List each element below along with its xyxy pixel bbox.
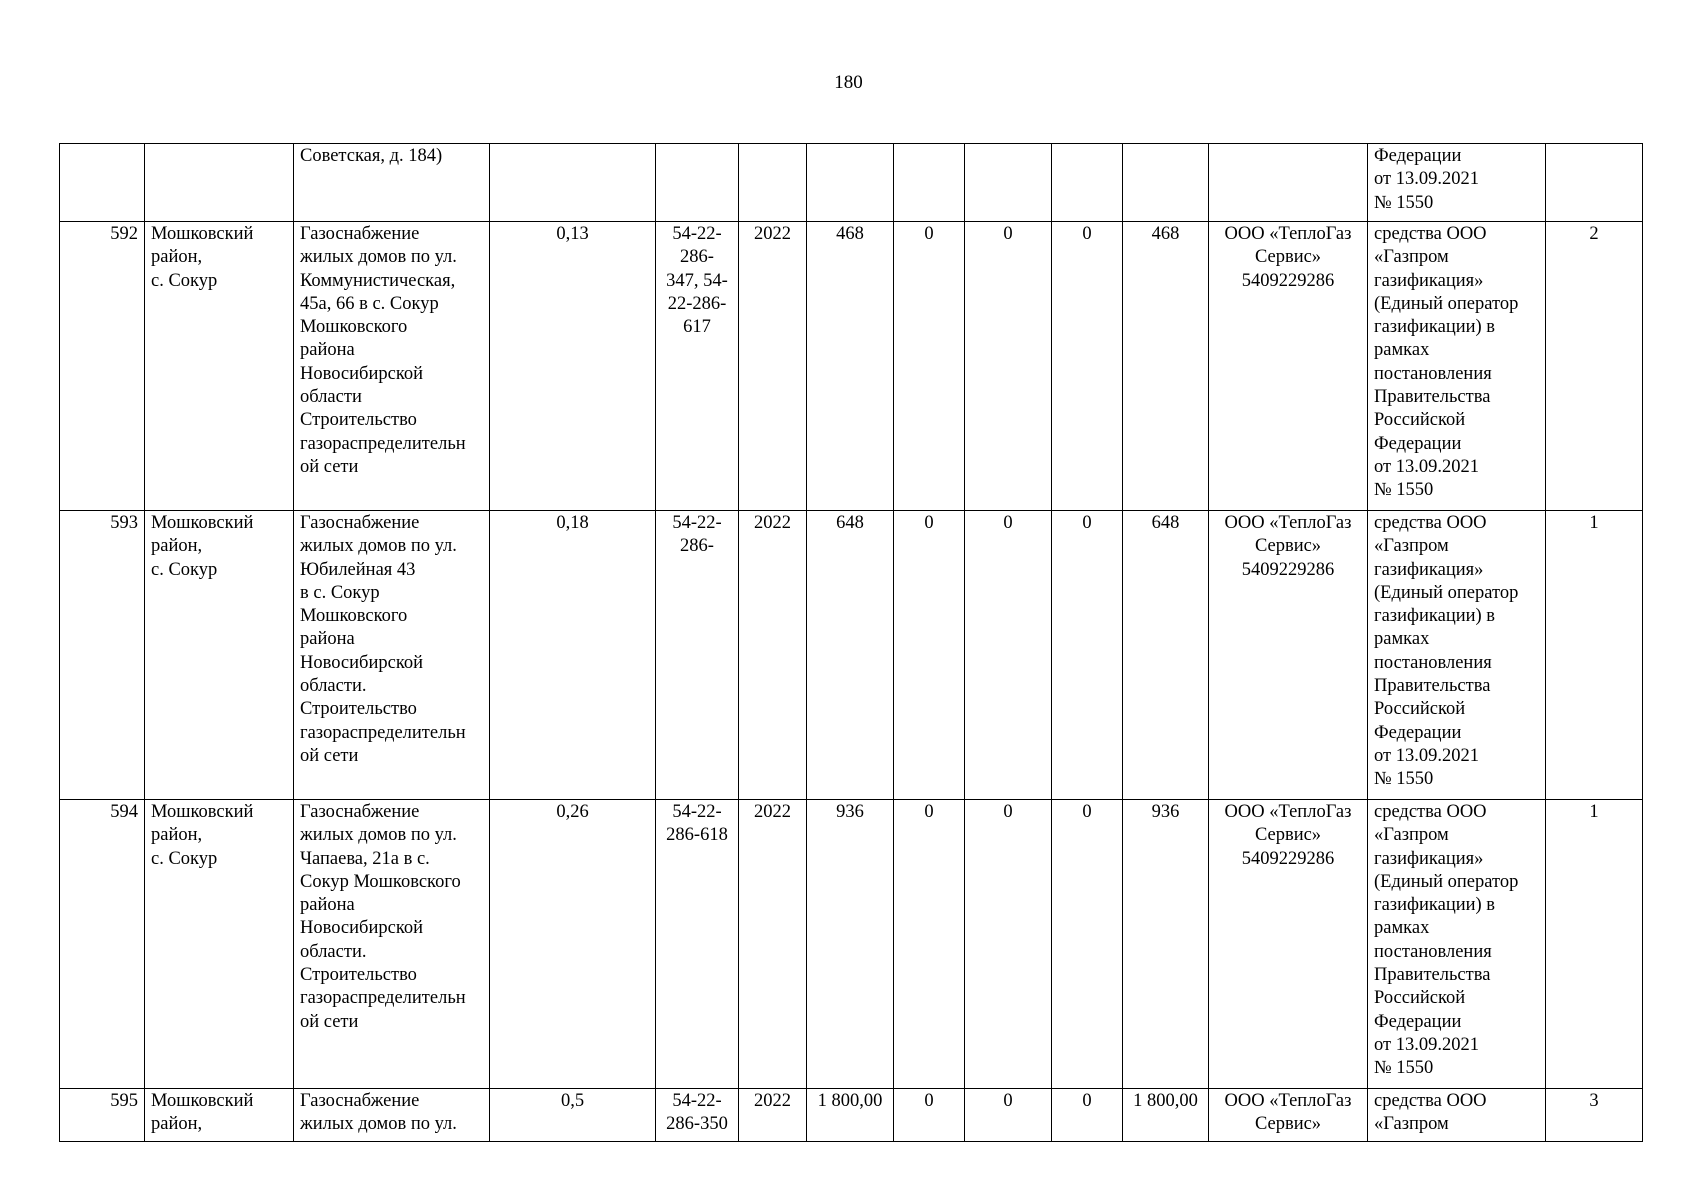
funding-source-cell: средства ООО «Газпром газификация» (Единый оператор газификации) в рамках постановления Правительства Российской Федерации от 13.09.2021 № 1550 <box>1368 800 1546 1089</box>
cost-column-b-cell: 0 <box>965 800 1052 1089</box>
funding-source-cell: средства ООО «Газпром газификация» (Единый оператор газификации) в рамках постановления Правительства Российской Федерации от 13.09.2021 № 1550 <box>1368 222 1546 511</box>
cadastral-cell <box>656 144 739 222</box>
row-number-cell: 594 <box>60 800 145 1089</box>
length-cell: 0,5 <box>490 1089 656 1142</box>
count-cell: 1 <box>1546 511 1643 800</box>
length-cell: 0,18 <box>490 511 656 800</box>
cost-column-a-cell: 0 <box>894 511 965 800</box>
cost-column-b-cell: 0 <box>965 511 1052 800</box>
length-cell: 0,13 <box>490 222 656 511</box>
cost-column-d-cell: 648 <box>1123 511 1209 800</box>
description-cell: Газоснабжение жилых домов по ул. Юбилейная 43 в с. Сокур Мошковского района Новосибирской области. Строительство газораспределительн ой сети <box>294 511 490 800</box>
cadastral-cell: 54-22- 286- 347, 54- 22-286- 617 <box>656 222 739 511</box>
table-row <box>60 800 1643 1089</box>
cost-column-a-cell <box>894 144 965 222</box>
count-cell <box>1546 144 1643 222</box>
description-cell: Газоснабжение жилых домов по ул. <box>294 1089 490 1142</box>
length-cell: 0,26 <box>490 800 656 1089</box>
cost-column-d-cell: 936 <box>1123 800 1209 1089</box>
operator-cell <box>1209 144 1368 222</box>
cost-column-c-cell: 0 <box>1052 1089 1123 1142</box>
locality-cell <box>145 144 294 222</box>
description-cell: Газоснабжение жилых домов по ул. Коммунистическая, 45а, 66 в с. Сокур Мошковского района Новосибирской области Строительство газораспределительн ой сети <box>294 222 490 511</box>
cost-column-b-cell: 0 <box>965 222 1052 511</box>
cadastral-cell: 54-22- 286-618 <box>656 800 739 1089</box>
funding-source-cell: средства ООО «Газпром <box>1368 1089 1546 1142</box>
cost-column-c-cell: 0 <box>1052 511 1123 800</box>
operator-cell: ООО «ТеплоГаз Сервис» 5409229286 <box>1209 222 1368 511</box>
year-cell: 2022 <box>739 1089 807 1142</box>
year-cell: 2022 <box>739 511 807 800</box>
cost-column-b-cell <box>965 144 1052 222</box>
funding-source-cell: средства ООО «Газпром газификация» (Единый оператор газификации) в рамках постановления Правительства Российской Федерации от 13.09.2021 № 1550 <box>1368 511 1546 800</box>
table-row <box>60 1089 1643 1142</box>
year-cell: 2022 <box>739 800 807 1089</box>
cost-column-a-cell: 0 <box>894 800 965 1089</box>
cadastral-cell: 54-22- 286-350 <box>656 1089 739 1142</box>
total-cost-cell: 936 <box>807 800 894 1089</box>
description-cell: Советская, д. 184) <box>294 144 490 222</box>
table-row <box>60 144 1643 222</box>
year-cell: 2022 <box>739 222 807 511</box>
row-number-cell: 595 <box>60 1089 145 1142</box>
count-cell: 1 <box>1546 800 1643 1089</box>
locality-cell: Мошковский район, <box>145 1089 294 1142</box>
total-cost-cell: 468 <box>807 222 894 511</box>
cost-column-d-cell: 468 <box>1123 222 1209 511</box>
cost-column-a-cell: 0 <box>894 1089 965 1142</box>
operator-cell: ООО «ТеплоГаз Сервис» 5409229286 <box>1209 800 1368 1089</box>
total-cost-cell <box>807 144 894 222</box>
count-cell: 3 <box>1546 1089 1643 1142</box>
total-cost-cell: 1 800,00 <box>807 1089 894 1142</box>
funding-source-cell: Федерации от 13.09.2021 № 1550 <box>1368 144 1546 222</box>
cost-column-b-cell: 0 <box>965 1089 1052 1142</box>
cost-column-a-cell: 0 <box>894 222 965 511</box>
gasification-objects-table <box>59 143 1643 1142</box>
length-cell <box>490 144 656 222</box>
locality-cell: Мошковский район, с. Сокур <box>145 222 294 511</box>
description-cell: Газоснабжение жилых домов по ул. Чапаева, 21а в с. Сокур Мошковского района Новосибирской области. Строительство газораспределительн ой сети <box>294 800 490 1089</box>
page-number: 180 <box>834 72 863 93</box>
locality-cell: Мошковский район, с. Сокур <box>145 511 294 800</box>
total-cost-cell: 648 <box>807 511 894 800</box>
row-number-cell: 593 <box>60 511 145 800</box>
locality-cell: Мошковский район, с. Сокур <box>145 800 294 1089</box>
count-cell: 2 <box>1546 222 1643 511</box>
cost-column-c-cell <box>1052 144 1123 222</box>
operator-cell: ООО «ТеплоГаз Сервис» 5409229286 <box>1209 511 1368 800</box>
row-number-cell <box>60 144 145 222</box>
cadastral-cell: 54-22- 286- <box>656 511 739 800</box>
table-row <box>60 511 1643 800</box>
row-number-cell: 592 <box>60 222 145 511</box>
cost-column-d-cell: 1 800,00 <box>1123 1089 1209 1142</box>
cost-column-c-cell: 0 <box>1052 800 1123 1089</box>
cost-column-c-cell: 0 <box>1052 222 1123 511</box>
table-row <box>60 222 1643 511</box>
operator-cell: ООО «ТеплоГаз Сервис» <box>1209 1089 1368 1142</box>
year-cell <box>739 144 807 222</box>
cost-column-d-cell <box>1123 144 1209 222</box>
